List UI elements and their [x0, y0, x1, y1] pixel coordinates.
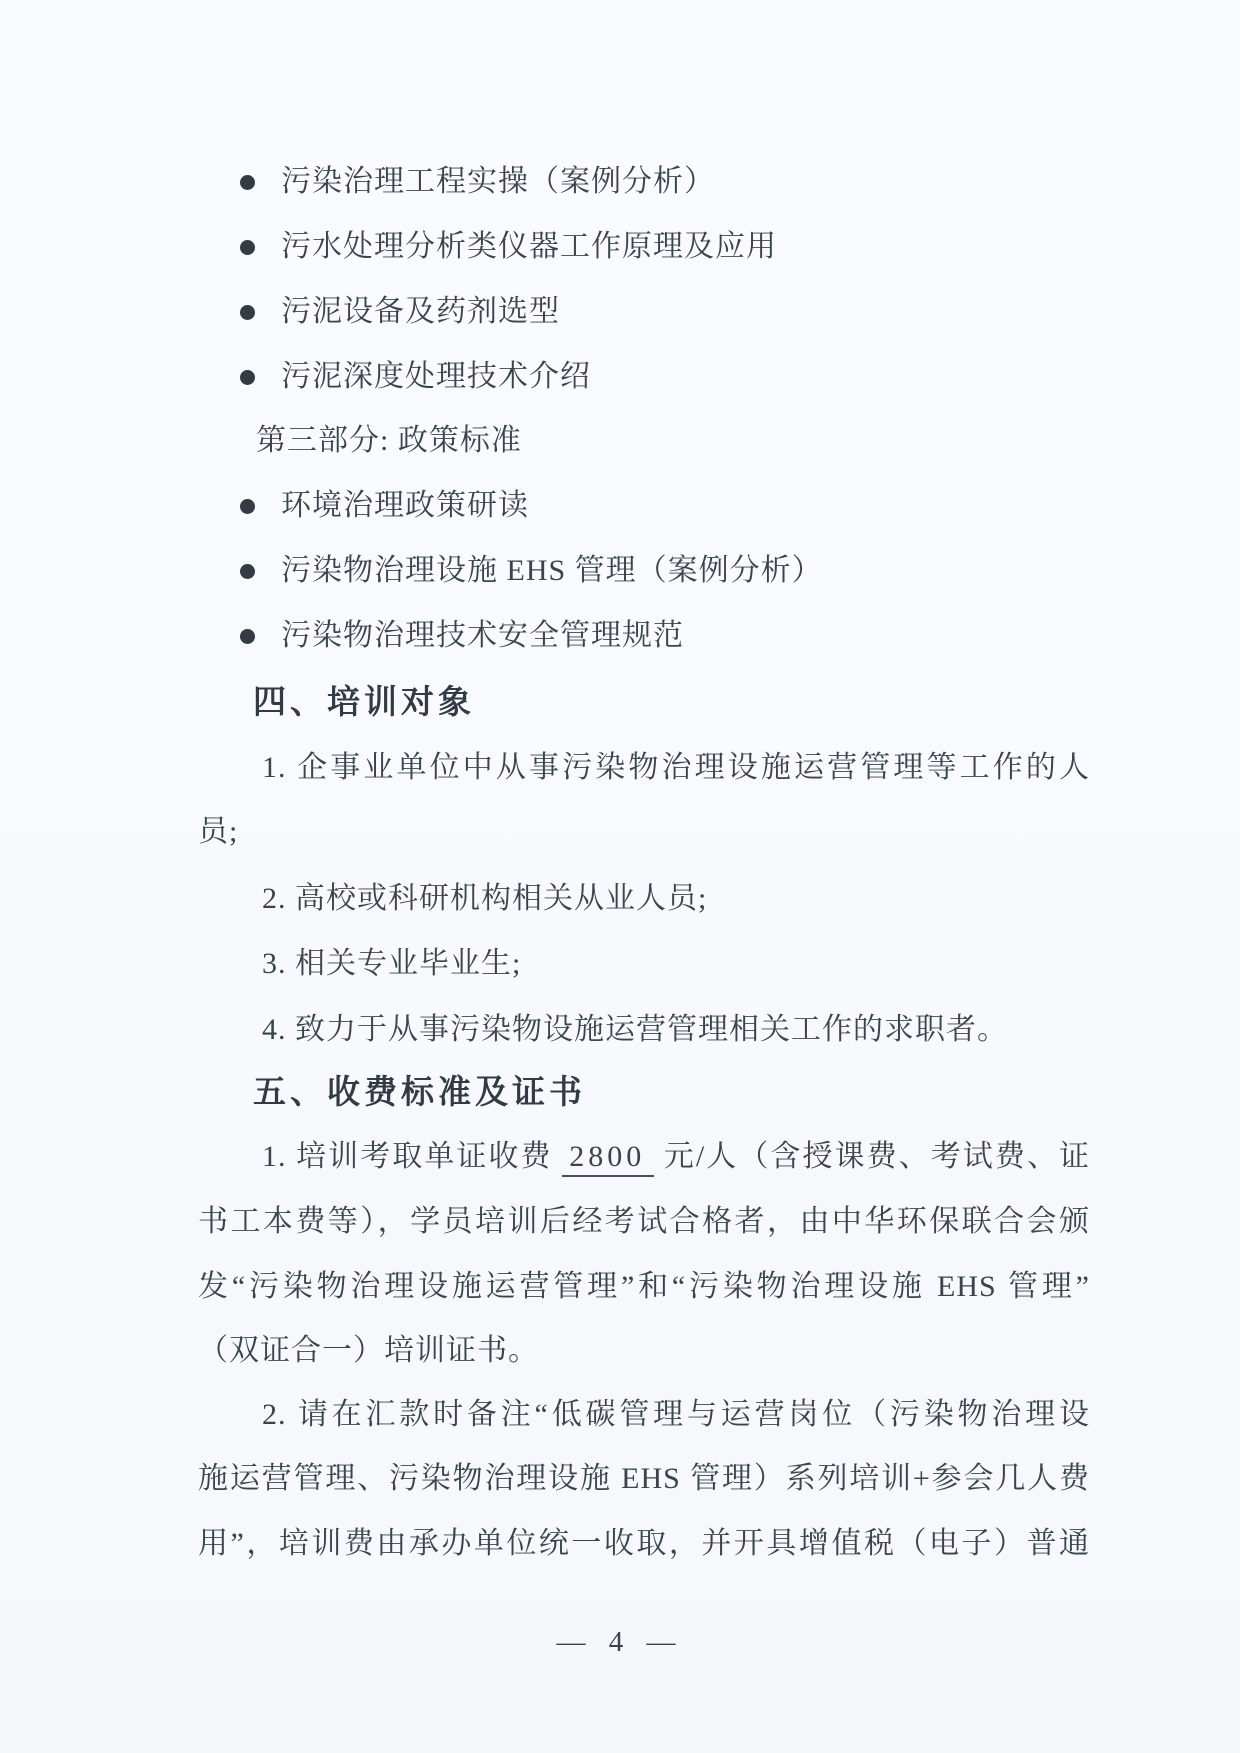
bullet-text: 污染物治理技术安全管理规范	[281, 619, 684, 652]
page-number: — 4 —	[556, 1626, 684, 1658]
bullet-list-item	[240, 215, 777, 279]
bullet-list-item	[240, 345, 591, 409]
paragraph-line: 2. 高校或科研机构相关从业人员;	[262, 882, 708, 915]
section-heading-training-targets: 四、培训对象	[253, 685, 475, 721]
bullet-icon	[240, 175, 255, 190]
bullet-text: 污泥深度处理技术介绍	[281, 360, 591, 393]
bullet-icon	[240, 564, 255, 579]
fee-amount-underlined: 2800	[562, 1140, 654, 1177]
paragraph-line: 1. 企事业单位中从事污染物治理设施运营管理等工作的人	[262, 751, 1090, 784]
paragraph-line-fee	[262, 1125, 1090, 1189]
bullet-list-item	[240, 539, 823, 603]
bullet-list-item	[240, 604, 684, 668]
bullet-list-item	[240, 474, 529, 538]
bullet-icon	[240, 499, 255, 514]
paragraph-line: 4. 致力于从事污染物设施运营管理相关工作的求职者。	[262, 1013, 1008, 1046]
bullet-text: 环境治理政策研读	[281, 489, 529, 522]
part3-subheading: 第三部分: 政策标准	[256, 424, 522, 457]
bullet-text: 污染物治理设施 EHS 管理（案例分析）	[281, 554, 823, 587]
fee-text-pre: 1. 培训考取单证收费	[262, 1140, 553, 1173]
section-heading-fees-certificate: 五、收费标准及证书	[253, 1075, 586, 1111]
paragraph-line: 员;	[198, 815, 239, 848]
paragraph-line: （双证合一）培训证书。	[198, 1334, 539, 1367]
bullet-text: 污水处理分析类仪器工作原理及应用	[281, 230, 777, 263]
fee-text-post: 元/人（含授课费、考试费、证	[663, 1140, 1091, 1173]
bullet-icon	[240, 370, 255, 385]
bullet-list-item	[240, 280, 560, 344]
paragraph-line: 施运营管理、污染物治理设施 EHS 管理）系列培训+参会几人费	[198, 1462, 1090, 1495]
bullet-icon	[240, 629, 255, 644]
bullet-text: 污泥设备及药剂选型	[281, 295, 560, 328]
paragraph-line: 3. 相关专业毕业生;	[262, 947, 522, 980]
bullet-icon	[240, 305, 255, 320]
bullet-icon	[240, 240, 255, 255]
paragraph-line: 书工本费等），学员培训后经考试合格者，由中华环保联合会颁	[198, 1205, 1090, 1238]
bullet-text: 污染治理工程实操（案例分析）	[281, 165, 715, 198]
paragraph-line: 发“污染物治理设施运营管理”和“污染物治理设施 EHS 管理”	[198, 1270, 1090, 1303]
bullet-list-item	[240, 150, 715, 214]
paragraph-line: 用”，培训费由承办单位统一收取，并开具增值税（电子）普通	[198, 1527, 1090, 1560]
paragraph-line: 2. 请在汇款时备注“低碳管理与运营岗位（污染物治理设	[262, 1398, 1090, 1431]
